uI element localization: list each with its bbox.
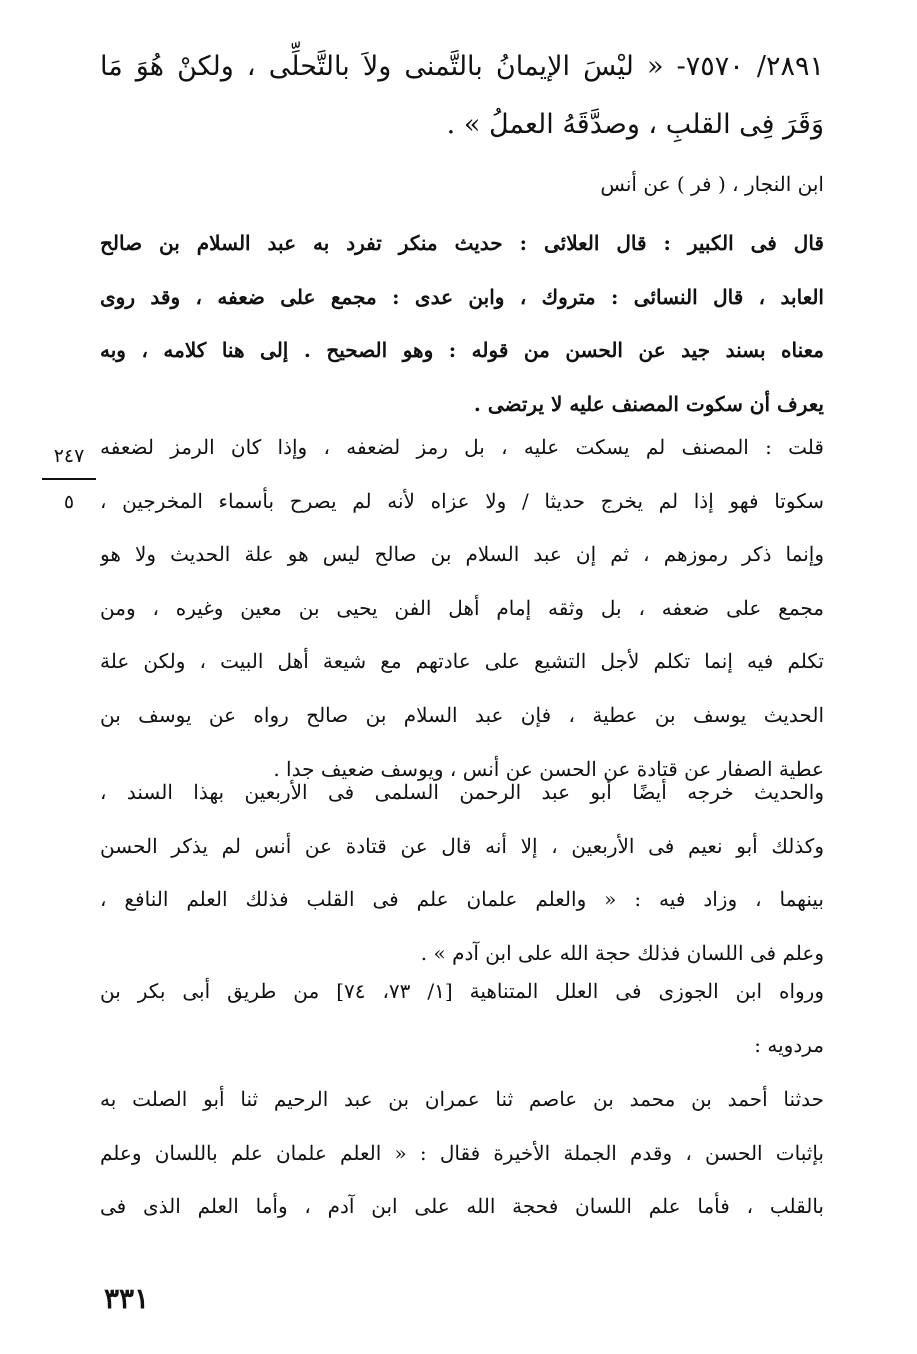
hadith-source xyxy=(100,164,824,204)
paragraph-line: سكوتا فهو إذا لم يخرج حديثا / ولا عزاه لأنه لم يصرح بأسماء المخرجين ، xyxy=(100,488,824,513)
paragraph-line: يعرف أن سكوت المصنف عليه لا يرتضى . xyxy=(473,391,824,416)
paragraph-line: عطية الصفار عن قتادة عن الحسن عن أنس ، ويوسف ضعيف جدا . xyxy=(273,756,824,781)
margin-divider xyxy=(42,478,96,480)
commentary-paragraph-5 xyxy=(100,1073,824,1234)
paragraph-line: الحديث يوسف بن عطية ، فإن عبد السلام بن صالح رواه عن يوسف بن xyxy=(100,702,824,727)
paragraph-line: العابد ، قال النسائى : متروك ، وابن عدى : مجمع على ضعفه ، وقد روى xyxy=(100,284,824,309)
commentary-paragraph-3 xyxy=(100,766,824,980)
hadith-line: وَقَرَ فِى القلبِ ، وصدَّقَهُ العملُ » . xyxy=(446,109,824,140)
paragraph-line: بإثبات الحسن ، وقدم الجملة الأخيرة فقال : « العلم علمان علم باللسان وعلم xyxy=(100,1140,824,1165)
paragraph-line: معناه بسند جيد عن الحسن من قوله : وهو الصحيح . إلى هنا كلامه ، وبه xyxy=(100,338,824,363)
paragraph-line: بالقلب ، فأما علم اللسان فحجة الله على ابن آدم ، وأما العلم الذى فى xyxy=(100,1194,824,1219)
source-line: ابن النجار ، ( فر ) عن أنس xyxy=(600,172,824,196)
commentary-paragraph-2 xyxy=(100,421,824,796)
hadith-line: ٢٨٩١/ ٧٥٧٠- « ليْسَ الإيمانُ بالتَّمنى ولاَ بالتَّحلِّى ، ولكنْ هُوَ مَا xyxy=(100,51,824,82)
paragraph-line: مردويه : xyxy=(754,1032,824,1057)
hadith-text xyxy=(100,38,824,154)
page-number: ٣٣١ xyxy=(104,1282,150,1315)
commentary-paragraph-4 xyxy=(100,965,824,1072)
paragraph-line: حدثنا أحمد بن محمد بن عاصم ثنا عمران بن عبد الرحيم ثنا أبو الصلت به xyxy=(100,1087,824,1111)
paragraph-line: قلت : المصنف لم يسكت عليه ، بل رمز لضعفه ، وإذا كان الرمز لضعفه xyxy=(100,435,824,459)
paragraph-line: تكلم فيه إنما تكلم لأجل التشيع على عادتهم مع شيعة أهل البيت ، ولكن علة xyxy=(100,649,824,674)
paragraph-line: والحديث خرجه أيضًا أبو عبد الرحمن السلمى فى الأربعين بهذا السند ، xyxy=(100,780,824,804)
paragraph-line: وعلم فى اللسان فذلك حجة الله على ابن آدم » . xyxy=(420,940,824,965)
margin-volume-number: ٢٤٧ xyxy=(53,445,85,467)
paragraph-line: وكذلك أبو نعيم فى الأربعين ، إلا أنه قال عن قتادة عن أنس لم يذكر الحسن xyxy=(100,833,824,858)
paragraph-line: قال فى الكبير : قال العلائى : حديث منكر تفرد به عبد السلام بن صالح xyxy=(100,231,824,255)
margin-page-number: ٥ xyxy=(63,491,75,513)
commentary-paragraph-1 xyxy=(100,217,824,431)
paragraph-line: بينهما ، وزاد فيه : « والعلم علمان علم فى القلب فذلك العلم النافع ، xyxy=(100,887,824,912)
margin-volume-reference xyxy=(38,440,100,518)
paragraph-line: وإنما ذكر رموزهم ، ثم إن عبد السلام بن صالح ليس هو علة الحديث ولا هو xyxy=(100,542,824,567)
paragraph-line: مجمع على ضعفه ، بل وثقه إمام أهل الفن يحيى بن معين وغيره ، ومن xyxy=(100,595,824,620)
paragraph-line: ورواه ابن الجوزى فى العلل المتناهية [١/ ٧٣، ٧٤] من طريق أبى بكر بن xyxy=(100,979,824,1003)
